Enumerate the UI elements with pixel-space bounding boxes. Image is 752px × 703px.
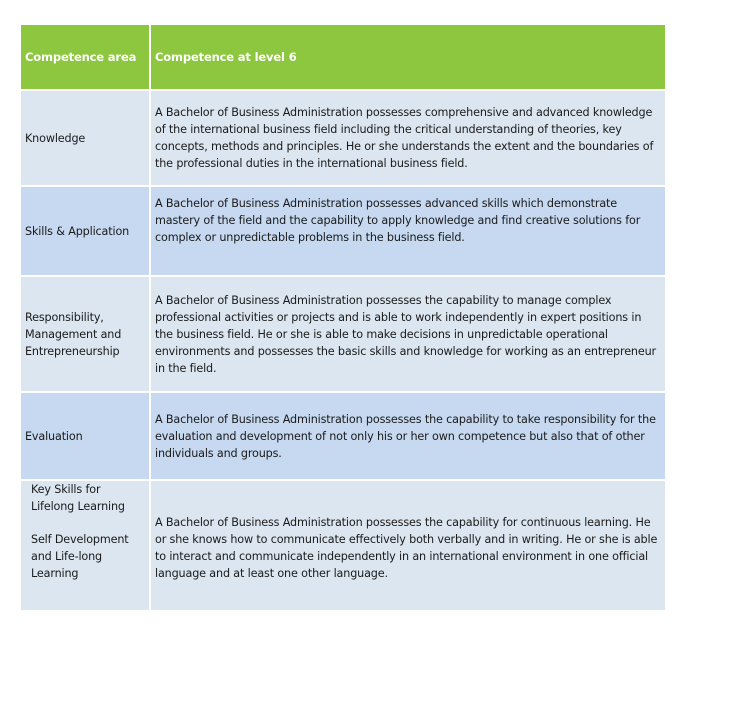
table-header-row bbox=[20, 24, 666, 90]
competence-cell bbox=[150, 186, 666, 276]
competence-cell: A Bachelor of Business Administration possesses the capability to take responsibility for the evaluation and development of not only his or her own competence but also that of other individuals and groups. bbox=[150, 392, 666, 480]
area-cell: Knowledge bbox=[20, 90, 150, 186]
area-cell: Skills & Application bbox=[20, 186, 150, 276]
table-row bbox=[20, 392, 666, 480]
area-cell bbox=[20, 480, 150, 611]
competence-cell: A Bachelor of Business Administration possesses the capability to manage complex professional activities or projects and is able to work independently in expert positions in the business field. He or she is able to make decisions in unpredictable operational environments and possesses the basic skills and knowledge for working as an entrepreneur in the field. bbox=[150, 276, 666, 392]
area-cell: Evaluation bbox=[20, 392, 150, 480]
table-row bbox=[20, 186, 666, 276]
area-cell: Responsibility, Management and Entrepreneurship bbox=[20, 276, 150, 392]
table-row bbox=[20, 90, 666, 186]
header-competence-level: Competence at level 6 bbox=[150, 24, 666, 90]
competence-table bbox=[19, 23, 667, 612]
spacer bbox=[25, 515, 139, 531]
competence-text: A Bachelor of Business Administration possesses the capability for continuous learning. He or she knows how to communicate effectively both verbally and in writing. He or she is able to interact and communicate independently in an international environment in one official language and at least one other language. bbox=[155, 516, 658, 580]
area-primary: Key Skills for Lifelong Learning bbox=[31, 483, 125, 513]
table-row bbox=[20, 480, 666, 611]
header-competence-area: Competence area bbox=[20, 24, 150, 90]
table-row bbox=[20, 276, 666, 392]
competence-cell: A Bachelor of Business Administration possesses comprehensive and advanced knowledge of the international business field including the critical understanding of theories, key concepts, methods and principles. He or she understands the extent and the boundaries of the professional duties in the international business field. bbox=[150, 90, 666, 186]
area-secondary: Self Development and Life-long Learning bbox=[31, 533, 129, 580]
competence-cell bbox=[150, 480, 666, 611]
competence-text: A Bachelor of Business Administration possesses advanced skills which demonstrate mastery of the field and the capability to apply knowledge and find creative solutions for complex or unpredictable problems in the business field. bbox=[155, 197, 641, 244]
